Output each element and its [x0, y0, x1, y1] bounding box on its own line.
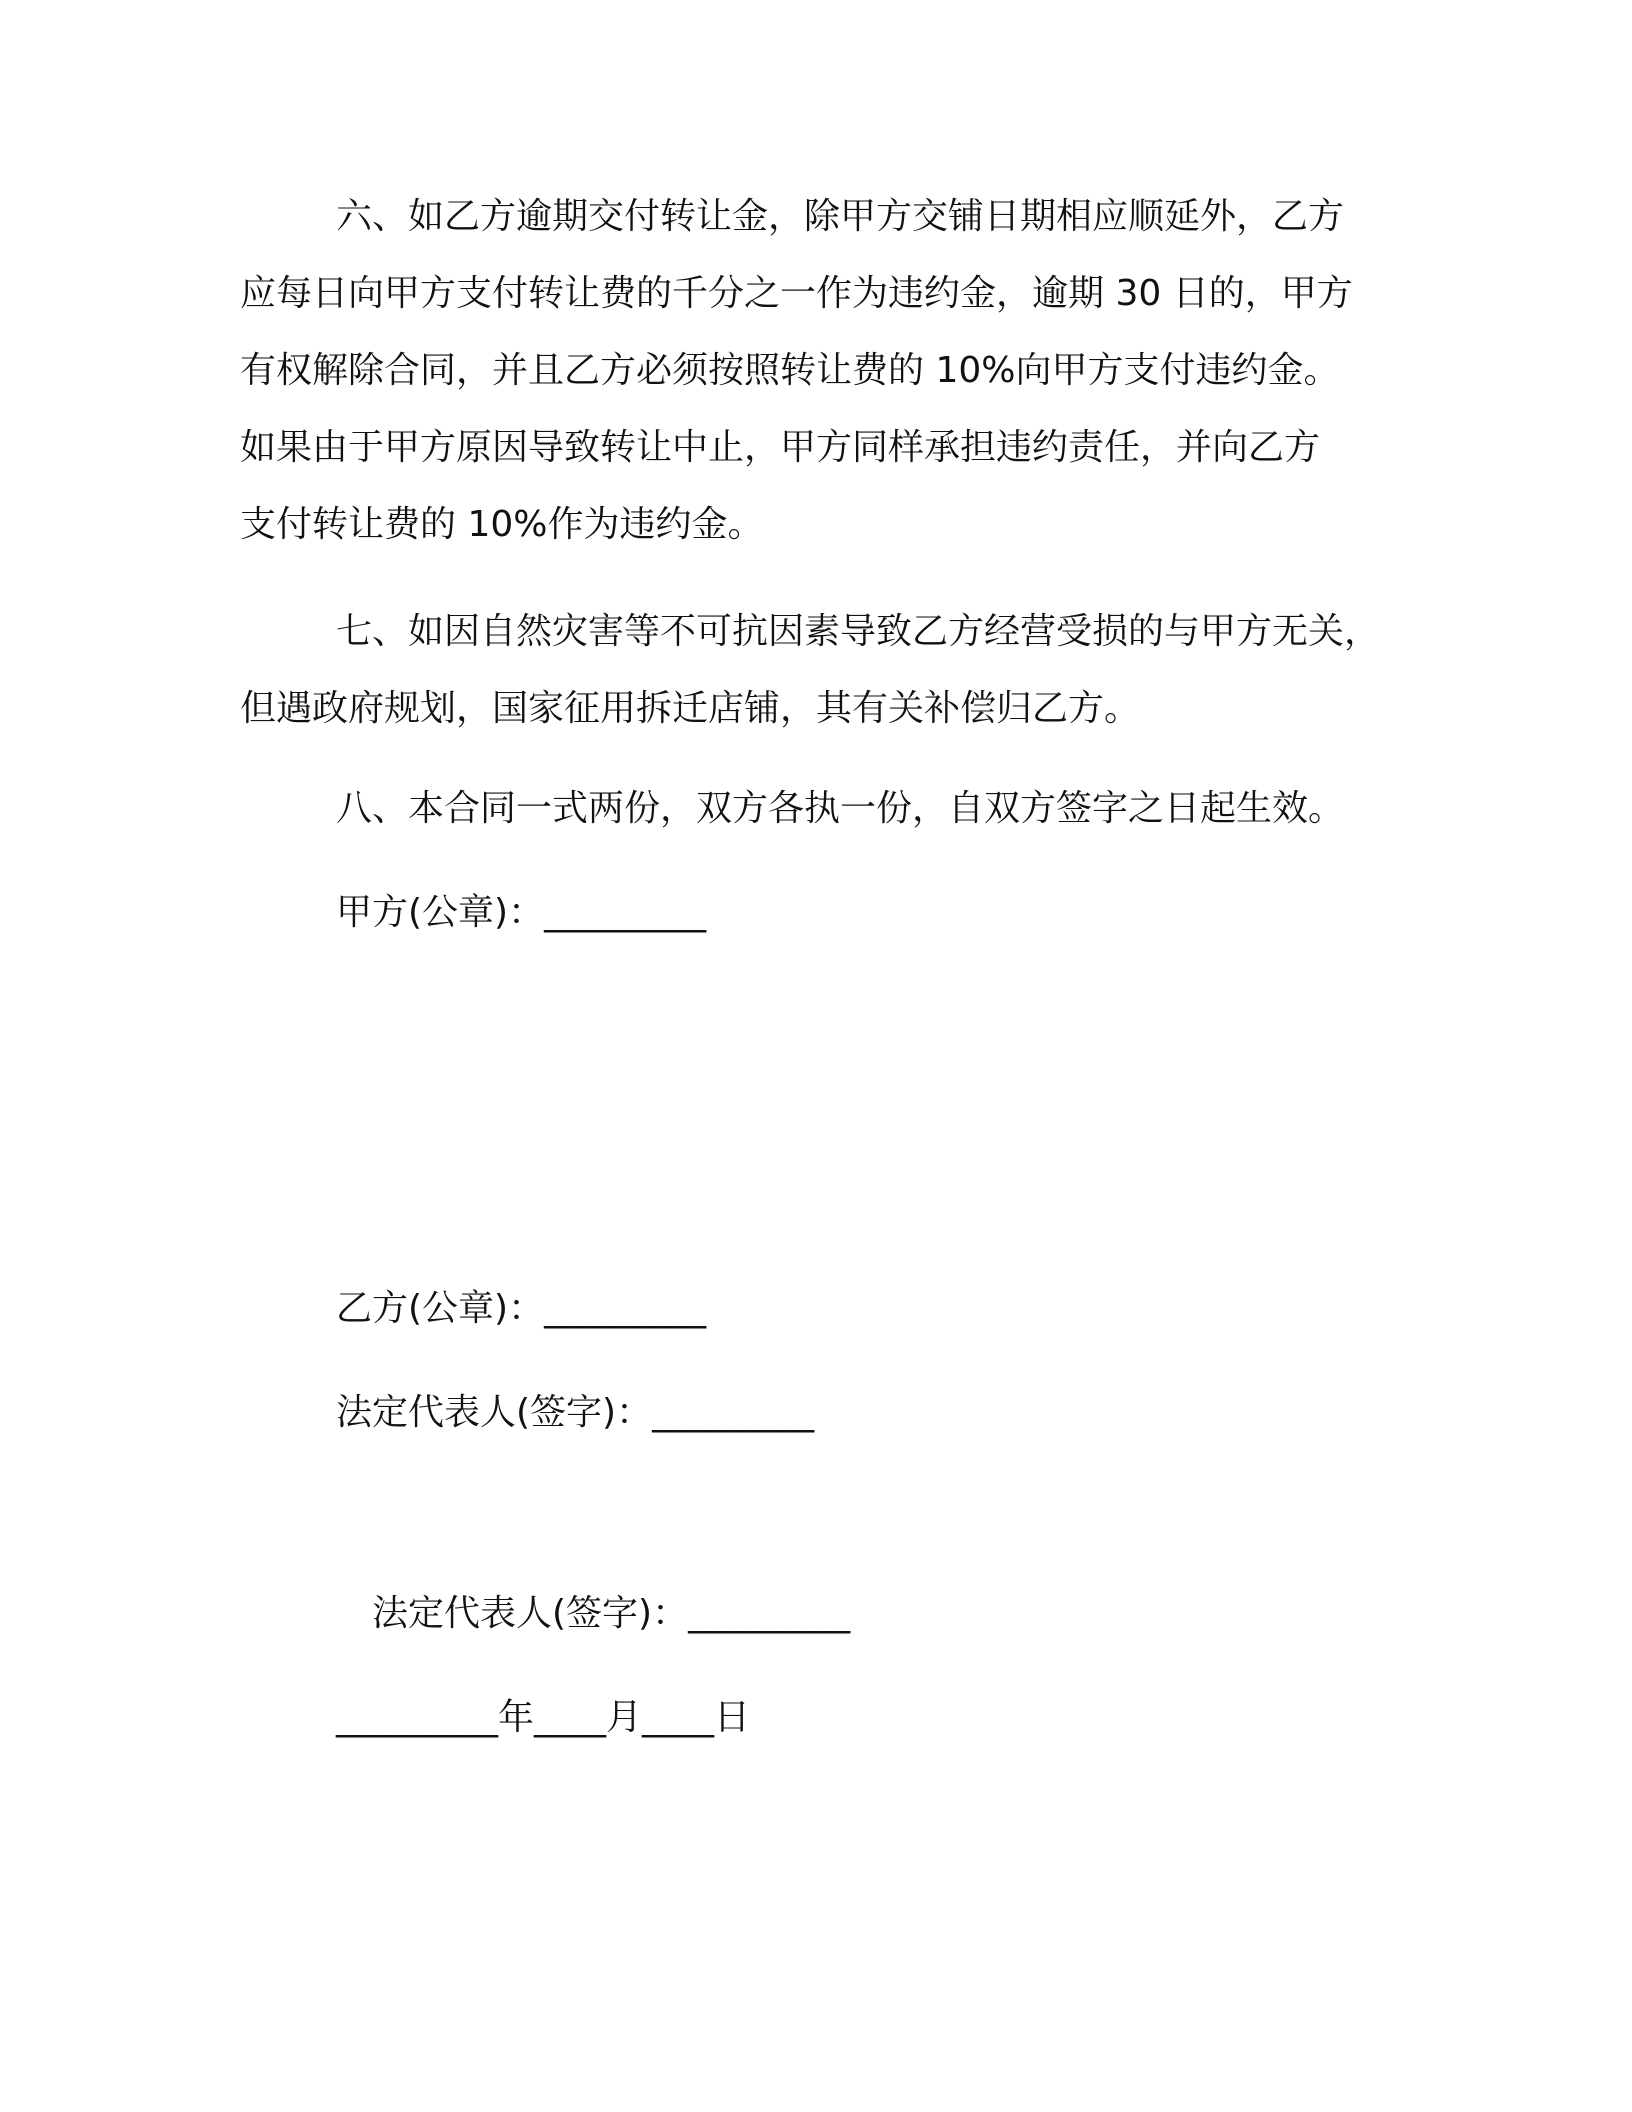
clause-seven-line-2: 但遇政府规划，国家征用拆迁店铺，其有关补偿归乙方。: [240, 688, 1141, 729]
clause-six-line-4: 如果由于甲方原因导致转让中止，甲方同样承担违约责任，并向乙方: [240, 427, 1321, 468]
party-a-seal-line: 甲方(公章)：_________: [336, 892, 707, 933]
legal-rep-signature-line-1: 法定代表人(签字)：_________: [336, 1392, 815, 1433]
legal-rep-signature-line-2: 法定代表人(签字)：_________: [372, 1593, 851, 1634]
clause-eight-text: 八、本合同一式两份，双方各执一份，自双方签字之日起生效。: [336, 788, 1345, 829]
clause-six-line-1: 六、如乙方逾期交付转让金，除甲方交铺日期相应顺延外，乙方: [336, 196, 1345, 237]
date-line: _________年____月____日: [336, 1697, 750, 1738]
clause-seven: [240, 593, 1400, 747]
party-b-seal-line: 乙方(公章)：_________: [336, 1288, 707, 1329]
clause-eight: [240, 770, 1400, 847]
clause-six-line-5: 支付转让费的 10%作为违约金。: [240, 504, 764, 545]
clause-six: [240, 178, 1400, 563]
clause-six-line-2: 应每日向甲方支付转让费的千分之一作为违约金，逾期 30 日的，甲方: [240, 273, 1353, 314]
clause-seven-line-1: 七、如因自然灾害等不可抗因素导致乙方经营受损的与甲方无关，: [336, 611, 1381, 652]
clause-six-line-3: 有权解除合同，并且乙方必须按照转让费的 10%向甲方支付违约金。: [240, 350, 1340, 391]
